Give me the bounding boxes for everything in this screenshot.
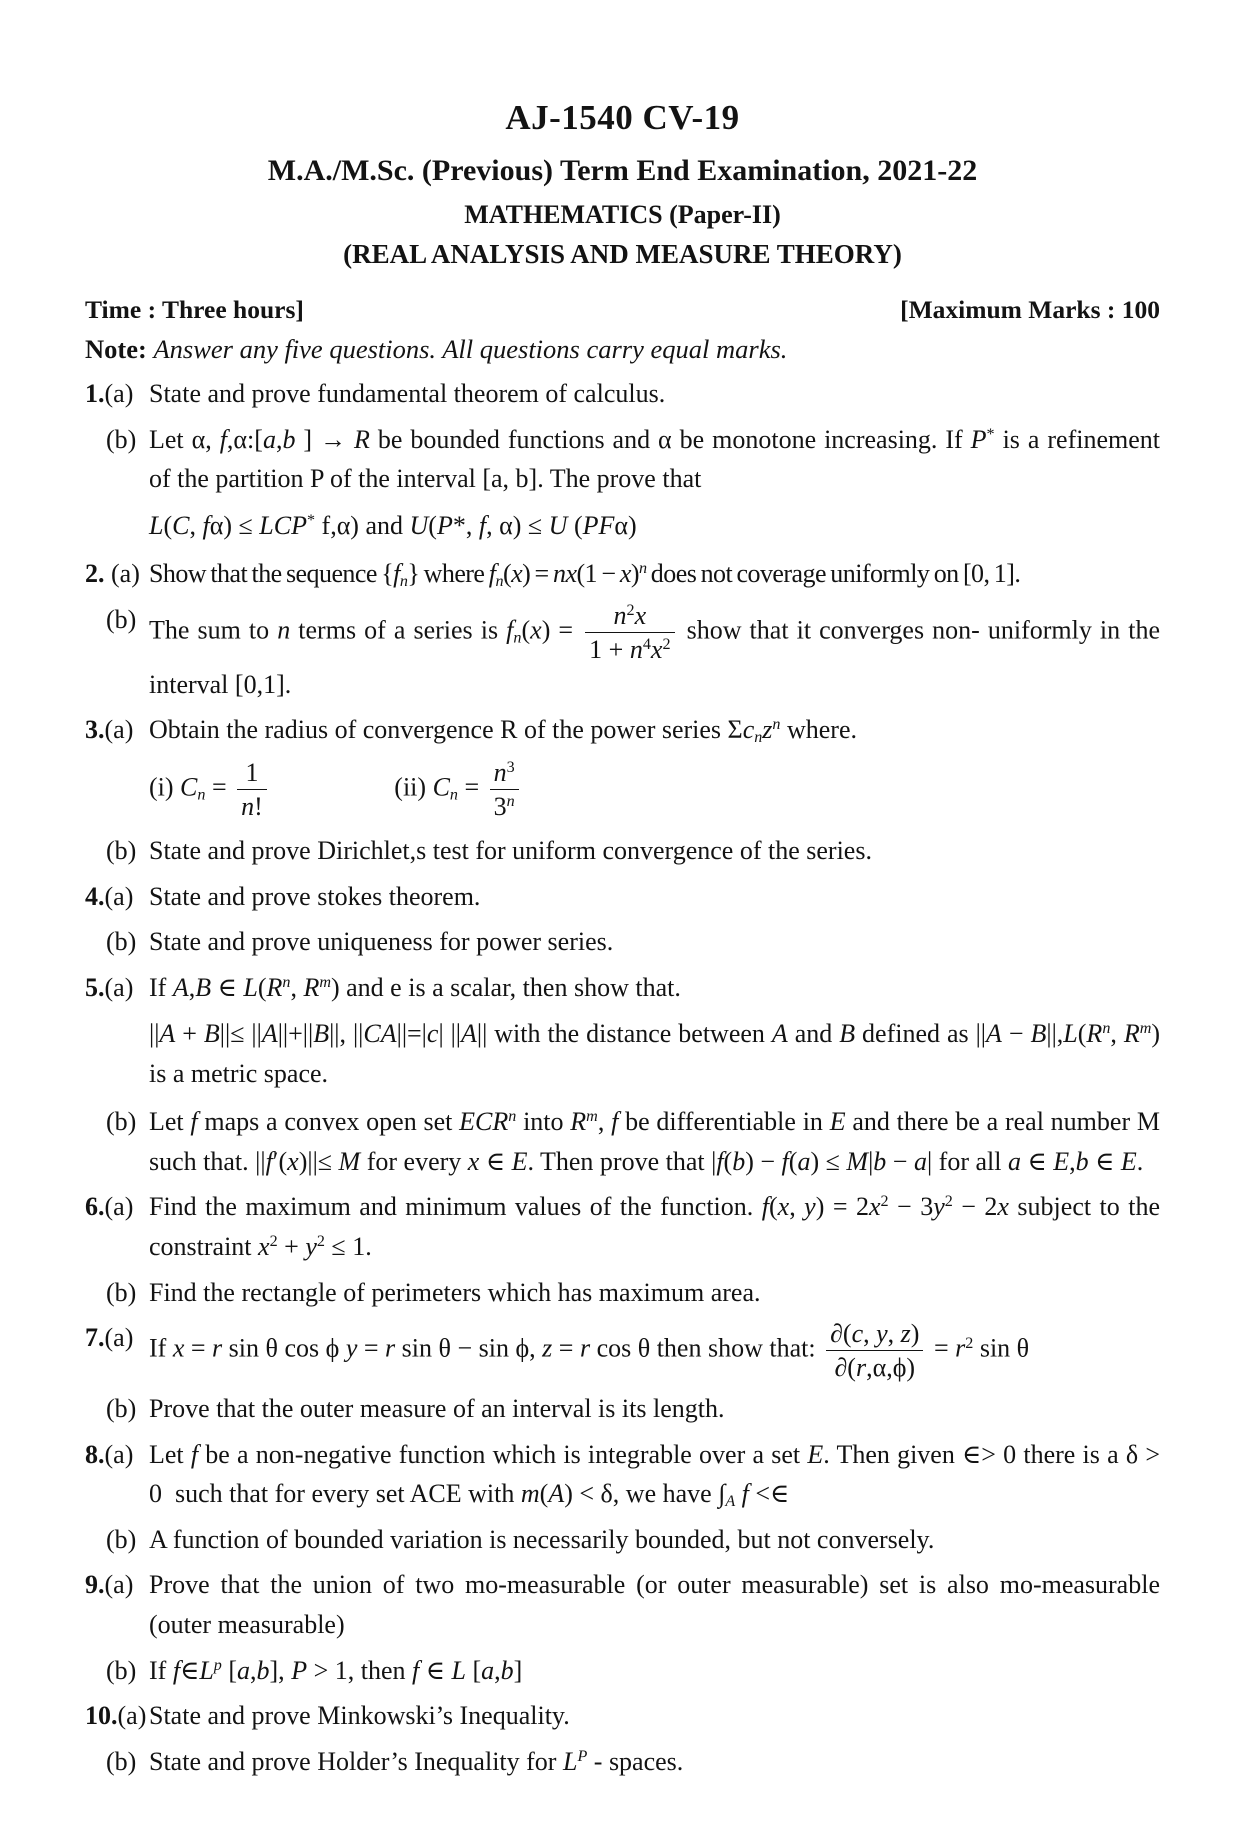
question-label: (b) [106,1107,137,1137]
question-item [85,968,1160,1097]
question-formula-line: ||A + B||≤ ||A||+||B||, ||CA||=|c| ||A|| with the distance between A and B defined as $||A - B||,L(R^n$, $R^m$) is a metric space. [149,1019,1161,1088]
question-item [85,600,1160,705]
questions [85,374,1160,1781]
question-item [85,710,1160,825]
question-text: Find the maximum and minimum values of the function. f(x, $y) = 2x^2 - 3y^2 - 2x$ subject to the constraint $x^2 + y^2 \le 1$. [149,1192,1161,1261]
question-text: State and prove Minkowski’s Inequality. [149,1701,570,1731]
question-label: 4.(a) [85,881,134,911]
subject-title: MATHEMATICS (Paper-II) [464,200,781,229]
question-text: Show that the sequence $\{f_n\}$ where $f_n(x) = nx(1 - x)^n$ does not coverage uniformly on [0, 1]. [149,559,1021,591]
question-item [85,831,1160,871]
question-item [85,374,1160,414]
question-item [85,922,1160,962]
question-item [85,1696,1160,1736]
question-item [85,1651,1160,1691]
question-text: State and prove Holder’s Inequality for $L^P$ - spaces. [149,1746,684,1776]
question-item [85,1565,1160,1644]
question-label: 8.(a) [85,1439,134,1469]
question-text: Find the rectangle of perimeters which has maximum area. [149,1277,761,1307]
note-text: Answer any five questions. All questions carry equal marks. [153,334,788,364]
question-text: Prove that the union of two mo-measurable (or outer measurable) set is also mo-measurable (outer measurable) [149,1570,1160,1639]
question-text: Let f be a non-negative function which is integrable over a set E. Then given ∈> 0 there is a δ > 0 such that for every set ACE with m(A) < δ, we have $\int_A$ f <∈ [149,1439,1160,1511]
exam-title: M.A./M.Sc. (Previous) Term End Examination, 2021-22 [267,154,978,187]
question-item [85,1318,1160,1383]
question-label: 2. (a) [85,559,140,589]
question-label: 1.(a) [85,379,134,408]
question-label: 3.(a) [85,715,134,745]
question-formula-line: L(C, fα) ≤ LCP* f,α) and U(P*, f, α) ≤ U (PFα) [149,510,637,540]
question-text: If A,B ∈ $L(R^n$, $R^m$) and e is a scalar, then show that. ||A + B||≤ ||A||+||B||, ||CA||=|c| ||A|| with the distance between A and B defined as $||A - B||,L(R^n$, $R^m$) is a metric space. [149,968,1160,1097]
question-text: If $f\in L^p$ [a,b], P > 1, then f ∈ L [a,b] [149,1655,523,1685]
question-text: Let f maps a convex open set ECR$^n$ into $R^m$, f be differentiable in E and there be a real number M such that. ||f′(x)||≤ M for every x ∈ E. Then prove that |f(b) − f(a) ≤ M|b − a| for all a ∈ E,b ∈ E. [149,1107,1160,1176]
question-text: If x = r sin θ cos ϕ y = r sin θ − sin ϕ, z = r cos θ then show that: $\frac{\partial(c, y, z)}{\partial(r,\alpha,\phi)}$ = $r^2$ sin θ [149,1319,1030,1383]
question-label: (b) [106,1277,137,1307]
question-item [85,1187,1160,1266]
question-label: (b) [106,836,137,866]
paper-code: AJ-1540 CV-19 [505,98,740,137]
question-text: State and prove Dirichlet,s test for uniform convergence of the series. [149,836,872,866]
question-text: Obtain the radius of convergence R of the power series $\Sigma c_nz^n$ where. (i) $C_n$ = $\frac{1}{n!}$ (ii) $C_n$ = $\frac{n^3}{3^n}$ [149,710,1160,825]
question-item [85,1742,1160,1782]
question-label: (b) [106,604,137,634]
question-text: State and prove fundamental theorem of calculus. [149,379,666,408]
question-item [85,1435,1160,1514]
question-item [85,1102,1160,1181]
question-item [85,420,1160,549]
question-label: 7.(a) [85,1323,134,1353]
time-marks-row [85,295,1160,325]
question-text: Let α, f,α:[a,b ] → R be bounded functions and α be monotone increasing. If P* is a refinement of the partition P of the interval [a, b]. The prove that L(C, fα) ≤ LCP* f,α) and U(P*, f, α) ≤ U (PFα) [149,420,1160,549]
note-line [85,334,1160,365]
question-label: 10.(a) [85,1701,147,1731]
question-formula-line: (i) $C_n$ = $\frac{1}{n!}$ (ii) $C_n$ = $\frac{n^3}{3^n}$ [149,757,1160,822]
question-label: (b) [106,1524,137,1554]
question-label: 5.(a) [85,972,134,1002]
question-item [85,1520,1160,1560]
question-label: (b) [106,1394,137,1424]
question-label: (b) [106,927,137,957]
question-item [85,1389,1160,1429]
question-label: (b) [106,1655,137,1685]
question-text: A function of bounded variation is necessarily bounded, but not conversely. [149,1524,935,1554]
question-text: State and prove stokes theorem. [149,881,481,911]
maximum-marks: [Maximum Marks : 100 [900,295,1160,324]
question-item [85,554,1160,594]
question-item [85,877,1160,917]
question-text: The sum to n terms of a series is $f_n(x)$ = $\frac{n^2x}{1 + n^4x^2}$ show that it converges non- uniformly in the interval [0,1]. [149,600,1160,699]
question-text: State and prove uniqueness for power series. [149,927,614,957]
note-label: Note: [85,334,147,364]
question-item [85,1273,1160,1313]
paper-subtitle: (REAL ANALYSIS AND MEASURE THEORY) [343,239,902,269]
question-label: (b) [106,424,137,454]
time-allowed: Time : Three hours] [85,295,304,324]
question-text: Prove that the outer measure of an interval is its length. [149,1394,725,1424]
question-label: 9.(a) [85,1570,134,1600]
question-label: (b) [106,1746,137,1776]
question-label: 6.(a) [85,1192,134,1222]
